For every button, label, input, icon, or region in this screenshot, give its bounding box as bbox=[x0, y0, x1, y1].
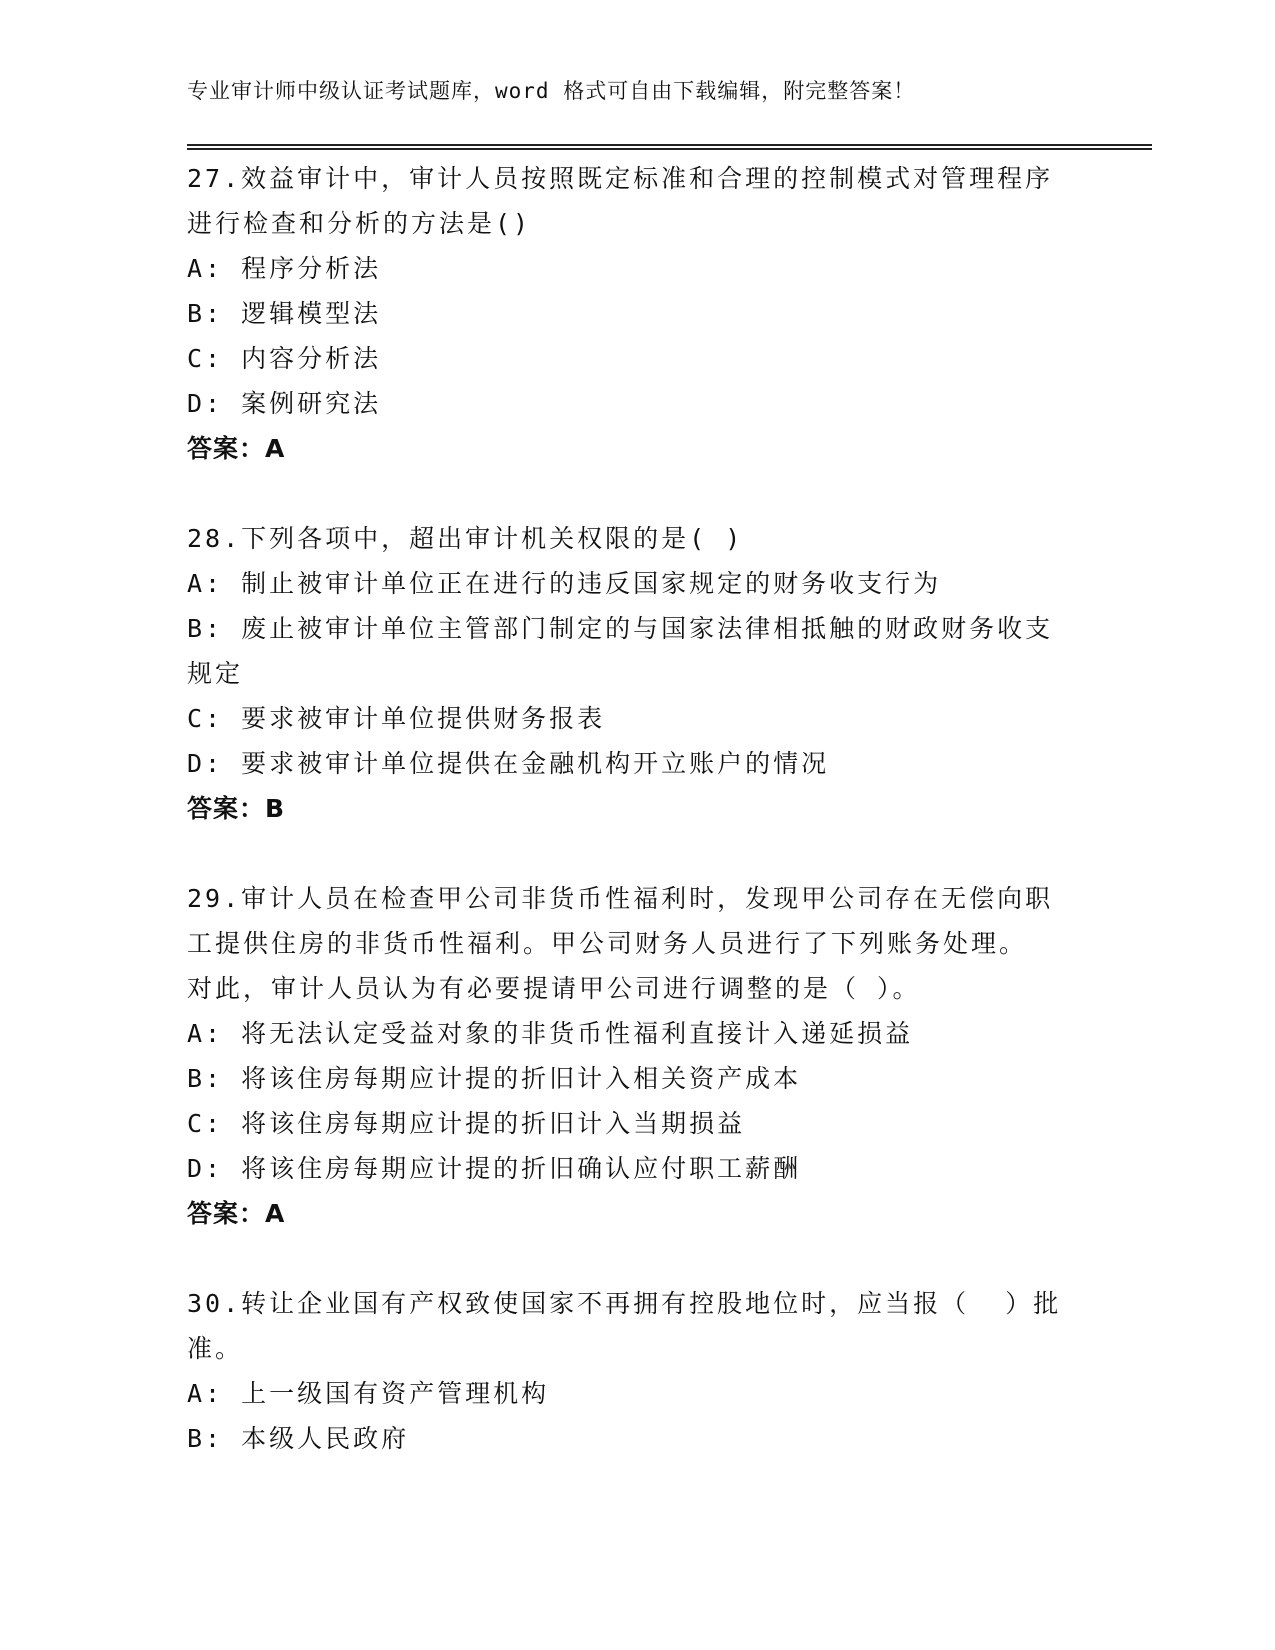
question-list bbox=[187, 156, 1087, 1461]
option-b: B: 废止被审计单位主管部门制定的与国家法律相抵触的财政财务收支 bbox=[187, 614, 1054, 643]
option-a: A: 制止被审计单位正在进行的违反国家规定的财务收支行为 bbox=[187, 569, 942, 598]
option-d: D: 案例研究法 bbox=[187, 389, 382, 418]
question-stem-line: 对此，审计人员认为有必要提请甲公司进行调整的是（ ）。 bbox=[187, 974, 921, 1003]
answer-line: 答案：A bbox=[187, 434, 286, 463]
question-29 bbox=[187, 876, 1087, 1236]
option-d: D: 要求被审计单位提供在金融机构开立账户的情况 bbox=[187, 749, 830, 778]
option-c: C: 内容分析法 bbox=[187, 344, 382, 373]
question-27 bbox=[187, 156, 1087, 471]
option-c: C: 要求被审计单位提供财务报表 bbox=[187, 704, 606, 733]
answer-line: 答案：B bbox=[187, 794, 286, 823]
question-28 bbox=[187, 516, 1087, 831]
option-b-continued: 规定 bbox=[187, 659, 244, 688]
option-a: A: 上一级国有资产管理机构 bbox=[187, 1379, 550, 1408]
option-b: B: 逻辑模型法 bbox=[187, 299, 382, 328]
page-header: 专业审计师中级认证考试题库，word 格式可自由下载编辑，附完整答案！ bbox=[187, 79, 916, 103]
question-stem-line: 30.转让企业国有产权致使国家不再拥有控股地位时，应当报（ ）批 bbox=[187, 1289, 1062, 1318]
question-stem-line: 进行检查和分析的方法是() bbox=[187, 209, 532, 238]
question-spacer bbox=[187, 831, 1087, 876]
question-stem-line: 准。 bbox=[187, 1334, 244, 1363]
question-spacer bbox=[187, 471, 1087, 516]
answer-line: 答案：A bbox=[187, 1199, 286, 1228]
option-a: A: 将无法认定受益对象的非货币性福利直接计入递延损益 bbox=[187, 1019, 914, 1048]
header-divider bbox=[187, 144, 1152, 150]
option-a: A: 程序分析法 bbox=[187, 254, 382, 283]
option-d: D: 将该住房每期应计提的折旧确认应付职工薪酬 bbox=[187, 1154, 802, 1183]
question-spacer bbox=[187, 1236, 1087, 1281]
question-stem-line: 27.效益审计中，审计人员按照既定标准和合理的控制模式对管理程序 bbox=[187, 164, 1054, 193]
question-30 bbox=[187, 1281, 1087, 1461]
question-stem-line: 28.下列各项中，超出审计机关权限的是( ) bbox=[187, 524, 744, 553]
question-stem-line: 工提供住房的非货币性福利。甲公司财务人员进行了下列账务处理。 bbox=[187, 929, 1028, 958]
question-stem-line: 29.审计人员在检查甲公司非货币性福利时，发现甲公司存在无偿向职 bbox=[187, 884, 1054, 913]
option-b: B: 将该住房每期应计提的折旧计入相关资产成本 bbox=[187, 1064, 802, 1093]
option-b: B: 本级人民政府 bbox=[187, 1424, 410, 1453]
option-c: C: 将该住房每期应计提的折旧计入当期损益 bbox=[187, 1109, 746, 1138]
